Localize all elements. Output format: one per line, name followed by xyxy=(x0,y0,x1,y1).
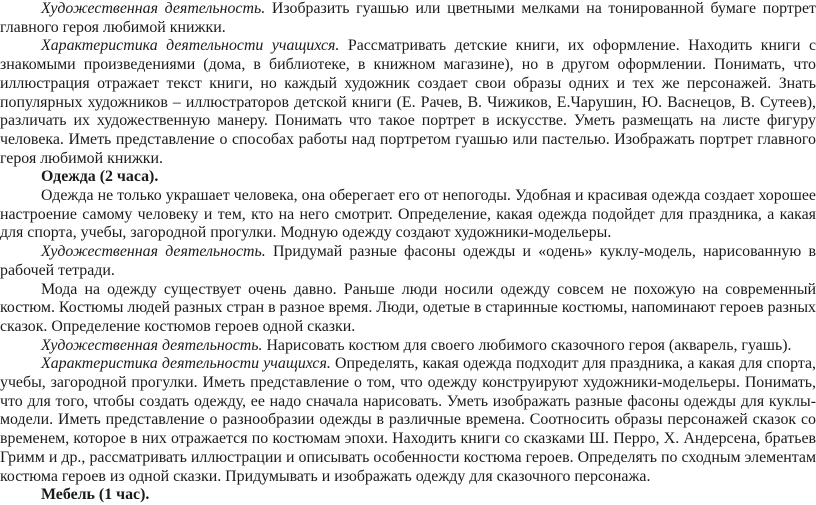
section-heading-clothing: Одежда (2 часа). xyxy=(41,168,159,186)
section-heading-furniture: Мебель (1 час). xyxy=(41,486,150,504)
paragraph-text: Рассматривать детские книги, их оформление. Находить книги с знакомыми произведениями (дома, в библиотеке, в книжном магазине), но в другом оформлении. Понимать, что иллюстрация отражает текст книги, но каждый художник создает свои образы одних и тех же персонажей. Знать популярных художников – иллюстраторов детской книги (Е. Рачев, В. Чижиков, Е.Чарушин, Ю. Васнецов, В. Сутеев), различать их художественную манеру. Понимать что такое портрет в искусстве. Уметь размещать на листе фигуру человека. Иметь представление о способах работы над портретом гуашью или пастелью. Изображать портрет главного героя любимой книжки. xyxy=(0,37,816,167)
paragraph-text: Определять, какая одежда подходит для праздника, а какая для спорта, учебы, загородной прогулки. Иметь представление о том, что одежду конструируют художники-модельеры. Понимать, что для того, чтобы создать одежду, ее надо сначала нарисовать. Уметь изображать разные фасоны одежды для куклы-модели. Иметь представление о разнообразии одежды в различные времена. Соотносить образы персонажей сказок со временем, которое в них отражается по костюмам эпохи. Находить книги со сказками Ш. Перро, Х. Андерсена, братьев Гримм и др., рассматривать иллюстрации и описывать особенности костюма героев. Определять по сходным элементам костюма героев из одной сказки. Придумывать и изображать одежду для сказочного персонажа. xyxy=(0,355,816,485)
paragraph-text: Придумай разные фасоны одежды и «одень» куклу-модель, нарисованную в рабочей тетради. xyxy=(0,243,816,279)
paragraph-lead: Характеристика деятельности учащихся. xyxy=(41,37,340,55)
paragraph-characteristics-clothing xyxy=(0,355,816,486)
paragraph-characteristics-books xyxy=(0,37,816,168)
paragraph-text: Нарисовать костюм для своего любимого сказочного героя (акварель, гуашь). xyxy=(262,336,792,354)
paragraph-lead: Художественная деятельность. xyxy=(41,336,263,354)
paragraph-activity-costume xyxy=(0,337,816,356)
paragraph-lead: Художественная деятельность. xyxy=(41,243,266,261)
paragraph-lead: Художественная деятельность. xyxy=(41,0,266,17)
paragraph-activity-portrait xyxy=(0,0,816,37)
paragraph-lead: Характеристика деятельности учащихся. xyxy=(41,355,331,373)
paragraph-clothing-intro: Одежда не только украшает человека, она оберегает его от непогоды. Удобная и красивая одежда создает хорошее настроение самому человеку и тем, кто на него смотрит. Определение, какая одежда подойдет для праздника, а какая для спорта, учебы, загородной прогулки. Модную одежду создают художники-модельеры. xyxy=(0,187,816,242)
paragraph-fashion-history: Мода на одежду существует очень давно. Раньше люди носили одежду совсем не похожую на современный костюм. Костюмы людей разных стран в разное время. Люди, одетые в старинные костюмы, напоминают героев разных сказок. Определение костюмов героев одной сказки. xyxy=(0,280,816,335)
paragraph-text: Изобразить гуашью или цветными мелками на тонированной бумаге портрет главного героя любимой книжки. xyxy=(0,0,816,36)
paragraph-activity-doll xyxy=(0,243,816,280)
